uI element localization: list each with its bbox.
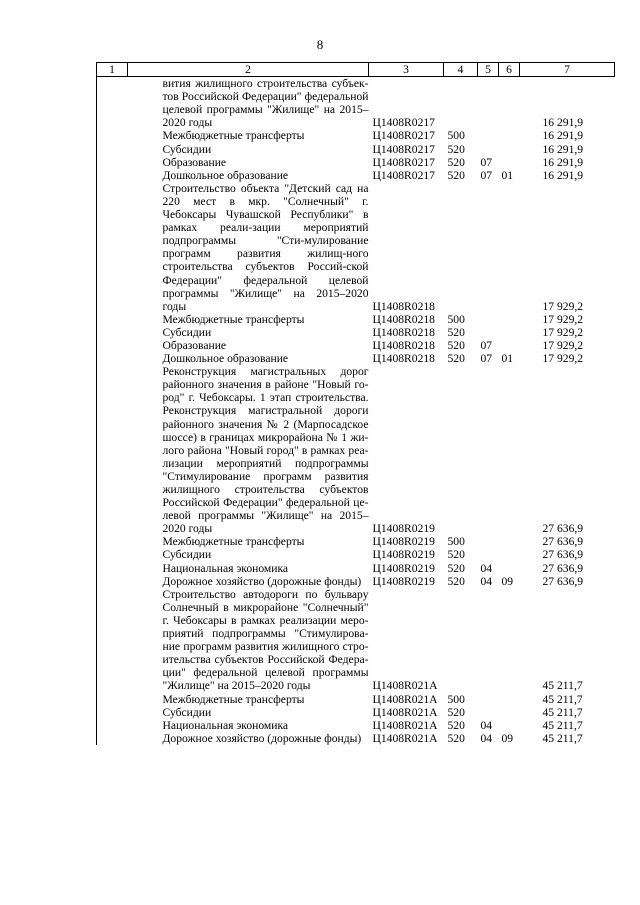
expense-type-cell: 520 bbox=[447, 574, 465, 588]
expense-type-cell: 520 bbox=[447, 561, 465, 575]
item-name-cell: Строительство объекта "Детский сад на 220 мест в мкр. "Солнечный" г. Чебоксары Чувашской Республики" в рамках реали-зации мероприятий подпрограммы "Сти-мулирование программ развития жилищ-ного строительства субъектов Россий-ской Федерации" федеральной целевой программы "Жилище" на 2015–2020 годы bbox=[162, 181, 369, 313]
item-name-cell: Субсидии bbox=[162, 325, 212, 339]
item-name-cell: Субсидии bbox=[162, 705, 212, 719]
amount-cell: 16 291,9 bbox=[542, 168, 584, 182]
target-code-cell: Ц1408R0217 bbox=[372, 116, 435, 130]
expense-type-cell: 520 bbox=[447, 548, 465, 562]
subsection-cell bbox=[499, 129, 520, 142]
section-cell bbox=[478, 313, 499, 326]
section-cell: 07 bbox=[480, 352, 493, 366]
section-cell bbox=[478, 548, 499, 561]
item-name-cell: Образование bbox=[162, 155, 227, 169]
item-name-cell: вития жилищного строительства субъек-тов Российской Федерации" федеральной целевой программы "Жилище" на 2015–2020 годы bbox=[162, 77, 369, 130]
row-number-cell bbox=[97, 719, 128, 732]
section-cell bbox=[478, 326, 499, 339]
section-cell bbox=[478, 77, 499, 130]
target-code-cell: Ц1408R021А bbox=[372, 718, 438, 732]
subsection-cell bbox=[499, 548, 520, 561]
amount-cell: 17 929,2 bbox=[542, 338, 584, 352]
table-row bbox=[97, 339, 615, 352]
expense-type-cell: 500 bbox=[447, 312, 465, 326]
column-header-5: 5 bbox=[478, 63, 499, 77]
amount-cell: 16 291,9 bbox=[542, 129, 584, 143]
target-code-cell: Ц1408R0219 bbox=[372, 574, 435, 588]
column-header-4: 4 bbox=[444, 63, 478, 77]
table-row bbox=[97, 706, 615, 719]
target-code-cell: Ц1408R021А bbox=[372, 679, 438, 693]
amount-cell: 45 211,7 bbox=[542, 718, 583, 732]
subsection-cell bbox=[499, 156, 520, 169]
subsection-cell bbox=[499, 365, 520, 535]
target-code-cell: Ц1408R0218 bbox=[372, 299, 435, 313]
page-number: 8 bbox=[316, 37, 324, 52]
item-name-cell: Строительство автодороги по бульвару Солнечный в микрорайоне "Солнечный" г. Чебоксары в рамках реализации меро-приятий подпрограммы "Стимулирова-ние программ развития жилищного стро-ительства субъектов Российской Федера-ции" федеральной целевой программы "Жилище" на 2015–2020 годы bbox=[162, 587, 369, 693]
row-number-cell bbox=[97, 129, 128, 142]
item-name-cell: Дошкольное образование bbox=[162, 168, 289, 182]
section-cell bbox=[478, 535, 499, 548]
target-code-cell: Ц1408R0217 bbox=[372, 168, 435, 182]
row-number-cell bbox=[97, 588, 128, 693]
amount-cell: 17 929,2 bbox=[542, 352, 584, 366]
item-name-cell: Межбюджетные трансферты bbox=[162, 535, 305, 549]
target-code-cell: Ц1408R0217 bbox=[372, 129, 435, 143]
column-header-6: 6 bbox=[499, 63, 520, 77]
budget-table bbox=[96, 62, 615, 745]
subsection-cell bbox=[499, 77, 520, 130]
target-code-cell: Ц1408R021А bbox=[372, 692, 438, 706]
subsection-cell bbox=[499, 562, 520, 575]
subsection-cell bbox=[499, 143, 520, 156]
column-number-row bbox=[97, 63, 615, 77]
table-row bbox=[97, 575, 615, 588]
column-header-2: 2 bbox=[128, 63, 369, 77]
section-cell: 07 bbox=[480, 338, 493, 352]
subsection-cell bbox=[499, 719, 520, 732]
table-row bbox=[97, 535, 615, 548]
row-number-cell bbox=[97, 169, 128, 182]
amount-cell: 17 929,2 bbox=[542, 325, 584, 339]
column-header-3: 3 bbox=[369, 63, 444, 77]
target-code-cell: Ц1408R0217 bbox=[372, 142, 435, 156]
expense-type-cell bbox=[444, 365, 478, 535]
expense-type-cell: 500 bbox=[447, 129, 465, 143]
item-name-cell: Дошкольное образование bbox=[162, 352, 289, 366]
item-name-cell: Субсидии bbox=[162, 142, 212, 156]
subsection-cell bbox=[499, 182, 520, 313]
subsection-cell: 09 bbox=[501, 574, 514, 588]
subsection-cell bbox=[499, 588, 520, 693]
item-name-cell: Национальная экономика bbox=[162, 718, 289, 732]
target-code-cell: Ц1408R0219 bbox=[372, 522, 435, 536]
item-name-cell: Межбюджетные трансферты bbox=[162, 312, 305, 326]
item-name-cell: Образование bbox=[162, 338, 227, 352]
expense-type-cell bbox=[444, 182, 478, 313]
amount-cell: 17 929,2 bbox=[542, 312, 584, 326]
row-number-cell bbox=[97, 156, 128, 169]
table-body bbox=[97, 77, 615, 745]
table-row bbox=[97, 562, 615, 575]
row-number-cell bbox=[97, 535, 128, 548]
expense-type-cell: 520 bbox=[447, 705, 465, 719]
table-row bbox=[97, 129, 615, 142]
target-code-cell: Ц1408R021А bbox=[372, 731, 438, 745]
target-code-cell: Ц1408R0219 bbox=[372, 535, 435, 549]
amount-cell: 17 929,2 bbox=[542, 299, 584, 313]
amount-cell: 27 636,9 bbox=[542, 574, 584, 588]
section-cell bbox=[478, 182, 499, 313]
expense-type-cell: 520 bbox=[447, 325, 465, 339]
table-row bbox=[97, 548, 615, 561]
subsection-cell bbox=[499, 535, 520, 548]
item-name-cell: Реконструкция магистральных дорог районного значения в районе "Новый го-род" г. Чебоксары. 1 этап строительства. Реконструкция магистральной дороги районного значения № 2 (Марпосадское шоссе) в границах микрорайона № 1 жи-лого района "Новый город" в рамках реа-лизации мероприятий подпрограммы "Стимулирование программ развития жилищного строительства субъектов Российской Федерации" федеральной це-левой программы "Жилище" на 2015–2020 годы bbox=[162, 365, 369, 536]
row-number-cell bbox=[97, 706, 128, 719]
section-cell bbox=[478, 588, 499, 693]
item-name-cell: Дорожное хозяйство (дорожные фонды) bbox=[162, 574, 362, 588]
table-row bbox=[97, 313, 615, 326]
amount-cell: 16 291,9 bbox=[542, 116, 584, 130]
subsection-cell: 01 bbox=[501, 168, 514, 182]
table-row bbox=[97, 365, 615, 535]
item-name-cell: Межбюджетные трансферты bbox=[162, 692, 305, 706]
subsection-cell bbox=[499, 339, 520, 352]
expense-type-cell: 500 bbox=[447, 535, 465, 549]
expense-type-cell: 520 bbox=[447, 731, 465, 745]
expense-type-cell bbox=[444, 77, 478, 130]
target-code-cell: Ц1408R0219 bbox=[372, 561, 435, 575]
subsection-cell bbox=[499, 326, 520, 339]
table-row bbox=[97, 326, 615, 339]
row-number-cell bbox=[97, 548, 128, 561]
item-name-cell: Национальная экономика bbox=[162, 561, 289, 575]
table-row bbox=[97, 169, 615, 182]
section-cell bbox=[478, 706, 499, 719]
section-cell: 04 bbox=[480, 561, 493, 575]
table-row bbox=[97, 588, 615, 693]
expense-type-cell: 520 bbox=[447, 168, 465, 182]
row-number-cell bbox=[97, 562, 128, 575]
amount-cell: 45 211,7 bbox=[542, 705, 583, 719]
row-number-cell bbox=[97, 313, 128, 326]
subsection-cell bbox=[499, 693, 520, 706]
row-number-cell bbox=[97, 732, 128, 745]
table-row bbox=[97, 77, 615, 130]
table-row bbox=[97, 156, 615, 169]
amount-cell: 16 291,9 bbox=[542, 142, 584, 156]
section-cell bbox=[478, 365, 499, 535]
column-header-7: 7 bbox=[520, 63, 615, 77]
subsection-cell: 09 bbox=[501, 731, 514, 745]
section-cell: 07 bbox=[480, 155, 493, 169]
target-code-cell: Ц1408R0219 bbox=[372, 548, 435, 562]
target-code-cell: Ц1408R0218 bbox=[372, 312, 435, 326]
target-code-cell: Ц1408R0218 bbox=[372, 325, 435, 339]
target-code-cell: Ц1408R0218 bbox=[372, 338, 435, 352]
row-number-cell bbox=[97, 339, 128, 352]
row-number-cell bbox=[97, 326, 128, 339]
amount-cell: 27 636,9 bbox=[542, 522, 584, 536]
target-code-cell: Ц1408R0217 bbox=[372, 155, 435, 169]
subsection-cell bbox=[499, 706, 520, 719]
amount-cell: 16 291,9 bbox=[542, 155, 584, 169]
section-cell: 04 bbox=[480, 574, 493, 588]
amount-cell: 27 636,9 bbox=[542, 535, 584, 549]
target-code-cell: Ц1408R021А bbox=[372, 705, 438, 719]
expense-type-cell: 520 bbox=[447, 142, 465, 156]
amount-cell: 45 211,7 bbox=[542, 692, 583, 706]
row-number-cell bbox=[97, 352, 128, 365]
expense-type-cell: 520 bbox=[447, 155, 465, 169]
section-cell: 04 bbox=[480, 718, 493, 732]
table-row bbox=[97, 693, 615, 706]
subsection-cell bbox=[499, 313, 520, 326]
amount-cell: 45 211,7 bbox=[542, 679, 583, 693]
target-code-cell: Ц1408R0218 bbox=[372, 352, 435, 366]
row-number-cell bbox=[97, 77, 128, 130]
expense-type-cell: 520 bbox=[447, 718, 465, 732]
column-header-1: 1 bbox=[97, 63, 128, 77]
expense-type-cell: 520 bbox=[447, 338, 465, 352]
section-cell bbox=[478, 143, 499, 156]
expense-type-cell bbox=[444, 588, 478, 693]
table-row bbox=[97, 732, 615, 745]
amount-cell: 45 211,7 bbox=[542, 731, 583, 745]
section-cell bbox=[478, 693, 499, 706]
item-name-cell: Межбюджетные трансферты bbox=[162, 129, 305, 143]
item-name-cell: Дорожное хозяйство (дорожные фонды) bbox=[162, 731, 362, 745]
expense-type-cell: 520 bbox=[447, 352, 465, 366]
table-row bbox=[97, 143, 615, 156]
section-cell bbox=[478, 129, 499, 142]
row-number-cell bbox=[97, 693, 128, 706]
row-number-cell bbox=[97, 365, 128, 535]
amount-cell: 27 636,9 bbox=[542, 561, 584, 575]
row-number-cell bbox=[97, 182, 128, 313]
table-row bbox=[97, 719, 615, 732]
row-number-cell bbox=[97, 575, 128, 588]
section-cell: 07 bbox=[480, 168, 493, 182]
expense-type-cell: 500 bbox=[447, 692, 465, 706]
amount-cell: 27 636,9 bbox=[542, 548, 584, 562]
table-row bbox=[97, 182, 615, 313]
subsection-cell: 01 bbox=[501, 352, 514, 366]
item-name-cell: Субсидии bbox=[162, 548, 212, 562]
section-cell: 04 bbox=[480, 731, 493, 745]
row-number-cell bbox=[97, 143, 128, 156]
table-row bbox=[97, 352, 615, 365]
